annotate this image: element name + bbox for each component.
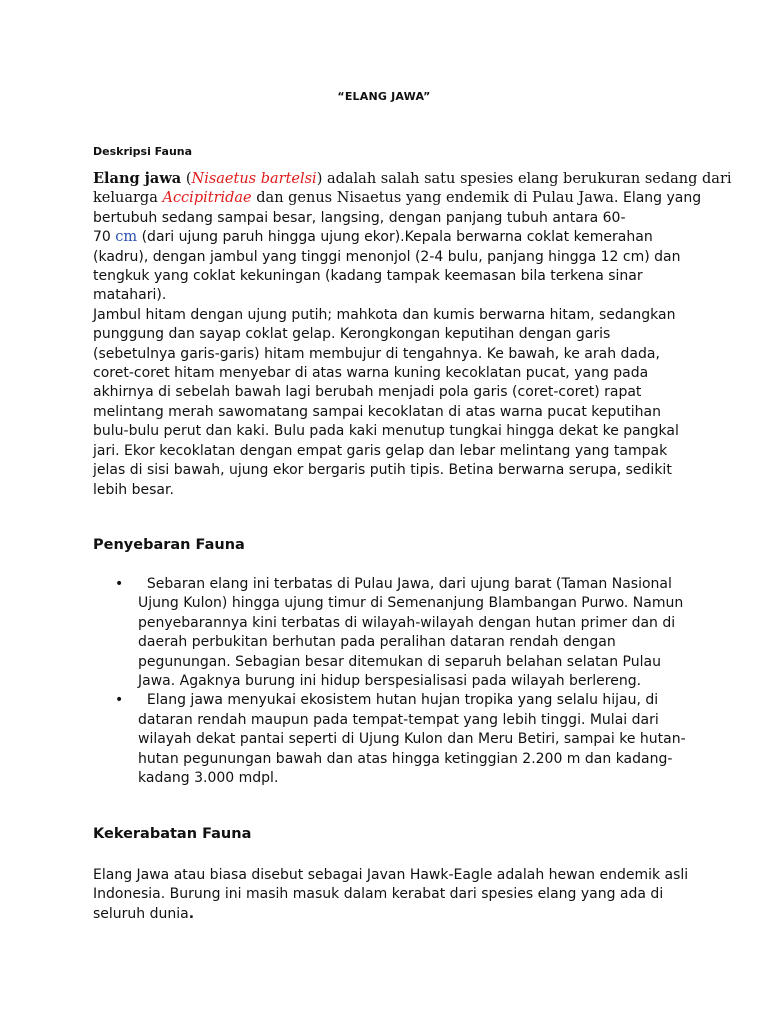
description-paragraph xyxy=(93,169,732,500)
description-line-10: (sebetulnya garis-garis) hitam membujur di tengahnya. Ke bawah, ke arah dada, xyxy=(93,345,660,362)
description-line-13: melintang merah sawomatang sampai kecoklatan di atas warna pucat keputihan xyxy=(93,403,661,420)
list-item xyxy=(93,575,693,691)
list-item-line: wilayah dekat pantai seperti di Ujung Kulon dan Meru Betiri, sampai ke hutan- xyxy=(138,731,686,748)
kinship-line-2: Indonesia. Burung ini masih masuk dalam kerabat dari spesies elang yang ada di xyxy=(93,886,664,903)
document-title: “ELANG JAWA” xyxy=(337,90,431,103)
description-line-4 xyxy=(93,228,673,247)
kinship-line-3-text: seluruh dunia xyxy=(93,905,189,922)
species-name: Nisaetus bartelsi xyxy=(191,171,317,187)
list-item-line: Elang jawa menyukai ekosistem hutan hujan tropika yang selalu hijau, di xyxy=(138,692,659,709)
list-item-line: hutan pegunungan bawah dan atas hingga ketinggian 2.200 m dan kadang- xyxy=(138,750,673,767)
list-item-line: dataran rendah maupun pada tempat-tempat yang lebih tinggi. Mulai dari xyxy=(138,711,659,728)
description-line-5: (kadru), dengan jambul yang tinggi menonjol (2-4 bulu, panjang hingga 12 cm) dan xyxy=(93,248,681,265)
description-line-15: jari. Ekor kecoklatan dengan empat garis gelap dan lebar melintang yang tampak xyxy=(93,442,668,459)
kinship-period: . xyxy=(188,905,195,922)
line4-pre: 70 xyxy=(93,229,116,246)
line4-post: (dari ujung paruh hingga ujung ekor).Kepala berwarna coklat kemerahan xyxy=(137,229,653,246)
heading-distribution: Penyebaran Fauna xyxy=(93,537,245,553)
list-item-line: pegunungan. Sebagian besar ditemukan di separuh belahan selatan Pulau xyxy=(138,653,661,670)
list-item-line: kadang 3.000 mdpl. xyxy=(138,770,279,787)
description-line-2 xyxy=(93,189,702,208)
after-species: ) adalah salah satu spesies elang berukuran sedang dari xyxy=(316,171,732,187)
description-line-16: jelas di sisi bawah, ujung ekor bergaris putih tipis. Betina berwarna serupa, sedikit xyxy=(93,462,672,479)
description-line-8: Jambul hitam dengan ujung putih; mahkota dan kumis berwarna hitam, sedangkan xyxy=(93,306,676,323)
bullet-icon: • xyxy=(115,576,124,592)
kinship-line-3 xyxy=(93,905,693,924)
family-name: Accipitridae xyxy=(162,190,252,207)
description-line-7: matahari). xyxy=(93,287,167,304)
list-item-line: Sebaran elang ini terbatas di Pulau Jawa, dari ujung barat (Taman Nasional xyxy=(138,576,672,592)
list-item-line: daerah perbukitan berhutan pada peralihan dataran rendah dengan xyxy=(138,634,616,651)
heading-kinship: Kekerabatan Fauna xyxy=(93,826,252,842)
description-line-14: bulu-bulu perut dan kaki. Bulu pada kaki menutup tungkai hingga dekat ke pangkal xyxy=(93,423,679,440)
term-elang-jawa: Elang jawa xyxy=(93,170,182,187)
description-line-9: punggung dan sayap coklat gelap. Kerongkongan keputihan dengan garis xyxy=(93,326,611,343)
subheading-description: Deskripsi Fauna xyxy=(93,145,193,158)
line2-tail: Elang yang xyxy=(618,190,702,207)
distribution-list xyxy=(93,575,693,788)
paren-open: ( xyxy=(181,171,192,187)
kinship-paragraph xyxy=(93,866,693,924)
description-line-6: tengkuk yang coklat kekuningan (kadang tampak keemasan bila terkena sinar xyxy=(93,268,643,285)
list-item-line: Jawa. Agaknya burung ini hidup berspesialisasi pada wilayah berlereng. xyxy=(138,673,642,690)
description-line-3: bertubuh sedang sampai besar, langsing, dengan panjang tubuh antara 60- xyxy=(93,209,626,226)
description-line-11: coret-coret hitam menyebar di atas warna kuning kecoklatan pucat, yang pada xyxy=(93,365,649,382)
line2-pre: keluarga xyxy=(93,190,163,207)
line2-post: dan genus Nisaetus yang endemik di Pulau Jawa. xyxy=(251,190,619,207)
kinship-line-1: Elang Jawa atau biasa disebut sebagai Javan Hawk-Eagle adalah hewan endemik asli xyxy=(93,867,689,883)
description-line-17: lebih besar. xyxy=(93,481,174,498)
list-item-line: Ujung Kulon) hingga ujung timur di Semenanjung Blambangan Purwo. Namun xyxy=(138,595,684,612)
list-item xyxy=(93,691,693,788)
unit-cm: cm xyxy=(115,229,138,246)
description-line-1 xyxy=(93,169,732,189)
bullet-icon: • xyxy=(115,692,124,709)
list-item-line: penyebarannya kini terbatas di wilayah-wilayah dengan hutan primer dan di xyxy=(138,614,676,631)
description-line-12: akhirnya di sebelah bawah lagi berubah menjadi pola garis (coret-coret) rapat xyxy=(93,384,642,401)
